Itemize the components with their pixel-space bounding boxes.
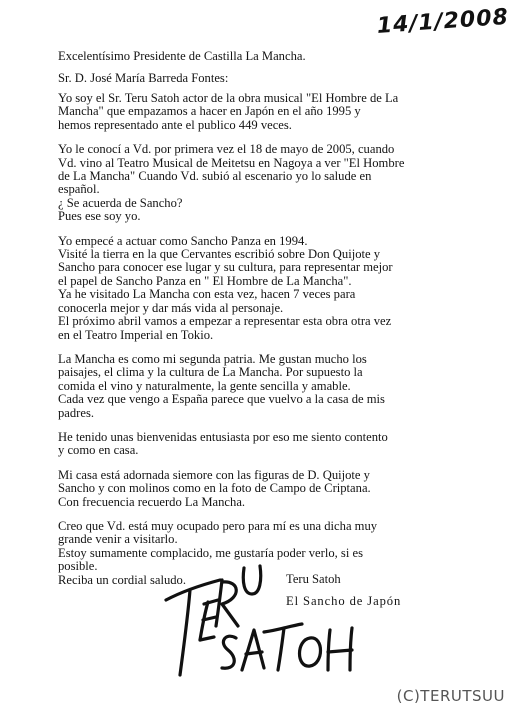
signer-role: El Sancho de Japón [286,594,402,608]
handwritten-date: 14/1/2008 [376,4,510,39]
copyright-watermark: (C)TERUTSUU [396,687,505,705]
paragraph-5: He tenido unas bienvenidas entusiasta por eso me siento contento y como en casa. [58,429,388,458]
paragraph-6: Mi casa está adornada siemore con las figuras de D. Quijote y Sancho y con molinos como en la foto de Campo de Criptana. Con frecuencia recuerdo La Mancha. [58,467,371,509]
paragraph-7: Creo que Vd. está muy ocupado pero para mí es una dicha muy grande venir a visitarlo. Estoy sumamente complacido, me gustaría poder verlo, si es posible. Reciba un cordial saludo. [58,518,378,587]
letter-body [58,92,468,598]
salutation: Excelentísimo Presidente de Castilla La Mancha. [58,49,306,63]
signature-block [286,568,401,612]
paragraph-1: Yo soy el Sr. Teru Satoh actor de la obra musical "El Hombre de La Mancha" que empazamos a hacer en Japón en el año 1995 y hemos representado ante el publico 449 veces. [58,91,399,132]
signer-name: Teru Satoh [286,572,341,586]
paragraph-4: La Mancha es como mi segunda patria. Me gustan mucho los paisajes, el clima y la cultura de La Mancha. Por supuesto la comida el vino y naturalmente, la gente sencilla y amable. Cada vez que vengo a España parece que vuelvo a la casa de mis padres. [58,351,385,420]
paragraph-2: Yo le conocí a Vd. por primera vez el 18 de mayo de 2005, cuando Vd. vino al Teatro Musical de Meitetsu en Nagoya a ver "El Hombre de La Mancha" Cuando Vd. subió al escenario yo lo salude en español. ¿ Se acuerda de Sancho? Pues ese soy yo. [58,142,405,224]
paragraph-3: Yo empecé a actuar como Sancho Panza en 1994. Visité la tierra en la que Cervantes escribió sobre Don Quijote y Sancho para conocer ese lugar y su cultura, para representar mejor el papel de Sancho Panza en " El Hombre de La Mancha". Ya he visitado La Mancha con esta vez, hacen 7 veces para conocerla mejor y dar más vida al personaje. El próximo abril vamos a empezar a representar esta obra otra vez en el Teatro Imperial en Tokio. [58,233,393,342]
addressee: Sr. D. José María Barreda Fontes: [58,71,229,85]
